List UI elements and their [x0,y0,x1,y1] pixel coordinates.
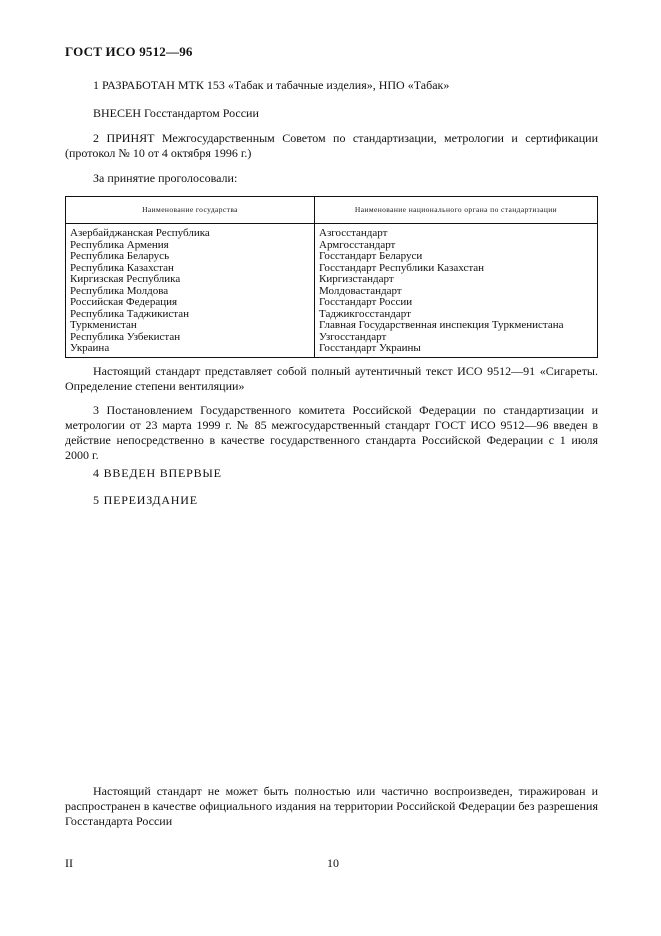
column-header-state: Наименование государства [66,197,315,224]
standard-body-cell: Таджикгосстандарт [315,309,598,321]
state-name-cell: Республика Беларусь [66,251,315,263]
state-name-cell: Республика Узбекистан [66,332,315,344]
state-name-cell: Украина [66,343,315,357]
standard-body-cell: Госстандарт Беларуси [315,251,598,263]
table-row [66,297,598,309]
standard-body-cell: Госстандарт России [315,297,598,309]
state-name-cell: Азербайджанская Республика [66,224,315,240]
table-row [66,343,598,357]
voting-table [65,196,598,358]
item-1-developed: 1 РАЗРАБОТАН МТК 153 «Табак и табачные изделия», НПО «Табак» [93,78,450,92]
standard-body-cell: Госстандарт Республики Казахстан [315,263,598,275]
standard-body-cell: Узгосстандарт [315,332,598,344]
standard-body-cell: Госстандарт Украины [315,343,598,357]
item-4-first-introduced: 4 ВВЕДЕН ВПЕРВЫЕ [93,466,222,480]
copyright-notice: Настоящий стандарт не может быть полностью или частично воспроизведен, тиражирован и распространен в качестве официального издания на территории Российской Федерации без разрешения Госстандарта России [65,784,598,828]
standard-body-cell: Главная Государственная инспекция Туркменистана [315,320,598,332]
state-name-cell: Туркменистан [66,320,315,332]
state-name-cell: Российская Федерация [66,297,315,309]
state-name-cell: Республика Таджикистан [66,309,315,321]
table-row [66,224,598,240]
voted-label: За принятие проголосовали: [93,171,238,185]
authentic-text-note: Настоящий стандарт представляет собой полный аутентичный текст ИСО 9512—91 «Сигареты. Определение степени вентиляции» [65,364,598,393]
document-header: ГОСТ ИСО 9512—96 [65,44,193,59]
page-number: 10 [327,856,339,870]
column-header-standard-body: Наименование национального органа по стандартизации [315,197,598,224]
table-row [66,274,598,286]
state-name-cell: Республика Казахстан [66,263,315,275]
state-name-cell: Республика Армения [66,240,315,252]
item-2-adopted: 2 ПРИНЯТ Межгосударственным Советом по стандартизации, метрологии и сертификации (протокол № 10 от 4 октября 1996 г.) [65,131,598,160]
page-roman-number: II [65,856,73,870]
state-name-cell: Республика Молдова [66,286,315,298]
standard-body-cell: Армгосстандарт [315,240,598,252]
table-row [66,251,598,263]
item-5-reissue: 5 ПЕРЕИЗДАНИЕ [93,493,198,507]
standard-body-cell: Молдовастандарт [315,286,598,298]
state-name-cell: Киргизская Республика [66,274,315,286]
item-3-resolution: 3 Постановлением Государственного комитета Российской Федерации по стандартизации и метрологии от 23 марта 1999 г. № 85 межгосударственный стандарт ГОСТ ИСО 9512—96 введен в действие непосредственно в качестве государственного стандарта Российской Федерации с 1 июля 2000 г. [65,403,598,462]
standard-body-cell: Азгосстандарт [315,224,598,240]
standard-body-cell: Киргизстандарт [315,274,598,286]
table-row [66,320,598,332]
introduced-by: ВНЕСЕН Госстандартом России [93,106,259,120]
